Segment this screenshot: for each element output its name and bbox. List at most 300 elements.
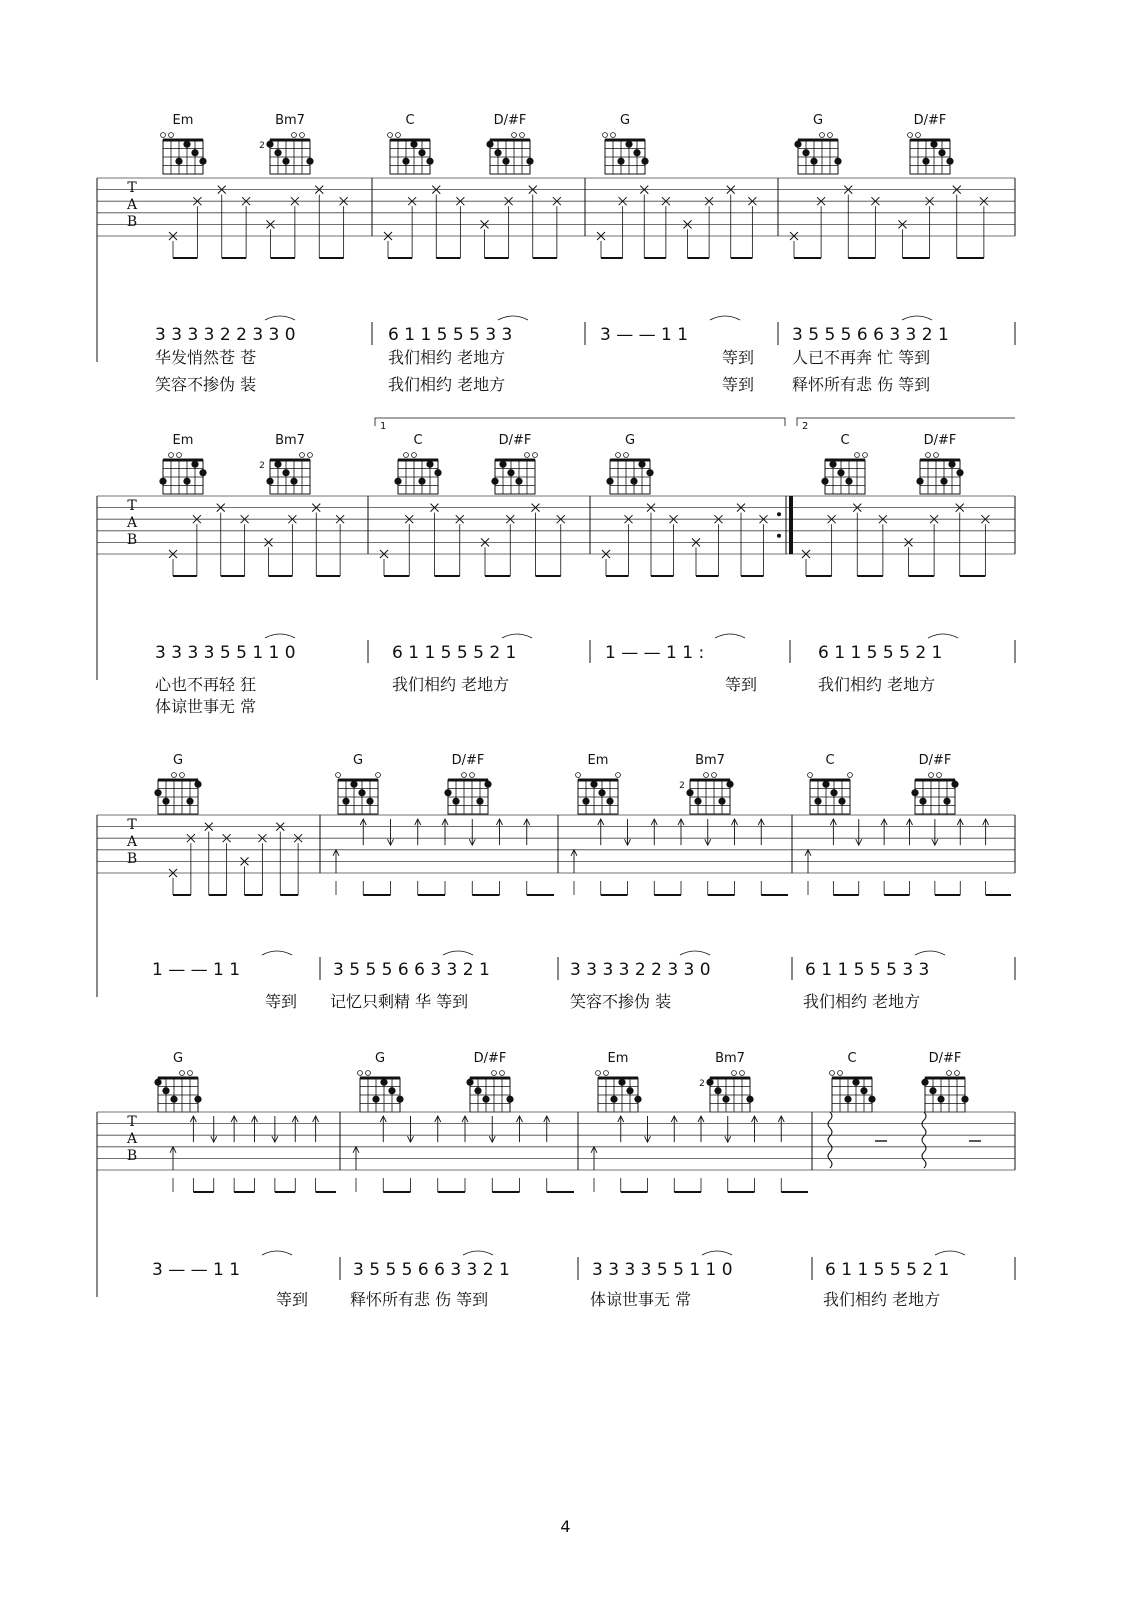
finger-dot [358,789,365,796]
finger-dot [919,798,926,805]
finger-dot [183,478,190,485]
tie-arc [265,316,295,320]
measure [384,186,561,258]
finger-dot [372,1096,379,1103]
finger-dot [921,1079,928,1086]
tie-arc [463,1251,493,1255]
chord-diagram [394,433,441,494]
finger-dot [694,798,701,805]
lyric-line: 华发悄然苍 苍 [155,348,257,367]
open-string-mark [947,1071,952,1076]
tie-arc [715,634,745,638]
chord-diagram [606,433,653,494]
chord-name: Em [172,113,194,128]
open-string-mark [358,1071,363,1076]
finger-dot [162,1087,169,1094]
finger-dot [598,789,605,796]
finger-dot [426,158,433,165]
measure [333,819,554,895]
melody-row [155,316,1015,345]
measure [597,186,756,258]
tie-arc [915,951,945,955]
finger-dot [956,469,963,476]
finger-dot [507,469,514,476]
finger-dot [494,149,501,156]
finger-dot [726,781,733,788]
chord-name: C [840,433,850,448]
open-string-mark [616,453,621,458]
melody-measure: 1 — — 1 1 : [605,643,705,663]
measure [380,504,565,576]
open-string-mark [611,133,616,138]
chord-name: D/#F [473,1051,507,1066]
finger-dot [350,781,357,788]
finger-dot [802,149,809,156]
tab-letter: B [126,532,138,548]
lyric-line: 体谅世事无 常 [155,697,257,716]
finger-dot [837,469,844,476]
measure [805,819,1011,895]
measure [169,504,344,576]
repeat-dot [777,534,781,538]
chord-diagram [911,753,958,814]
open-string-mark [740,1071,745,1076]
melody-measure: 6 1 1 5 5 5 2 1 [818,643,943,663]
open-string-mark [188,1071,193,1076]
open-string-mark [576,773,581,778]
lyric-line: 我们相约 老地方 [388,348,506,367]
finger-dot [714,1087,721,1094]
open-string-mark [180,1071,185,1076]
finger-dot [418,478,425,485]
measure [169,186,348,258]
finger-dot [938,149,945,156]
finger-dot [266,478,273,485]
measure [602,504,768,576]
finger-dot [342,798,349,805]
lyric-line: 等到 [722,348,755,367]
finger-dot [852,1079,859,1086]
tie-arc [935,1251,965,1255]
chord-diagram [794,113,841,174]
tie-arc [443,951,473,955]
finger-dot [526,158,533,165]
chord-name: Bm7 [275,113,305,128]
volta-number-2: 2 [802,421,809,432]
open-string-mark [704,773,709,778]
chord-diagram [336,753,381,814]
arpeggio-mark [828,1112,832,1168]
open-string-mark [470,773,475,778]
chord-name: C [413,433,423,448]
tab-letter: A [126,834,138,850]
chord-fret-number: 2 [699,1079,705,1089]
system-4 [97,1051,1015,1309]
open-string-mark [177,453,182,458]
finger-dot [282,158,289,165]
finger-dot [486,141,493,148]
page-number: 4 [560,1517,571,1536]
finger-dot [426,461,433,468]
finger-dot [191,149,198,156]
finger-dot [821,478,828,485]
tab-letter: T [127,817,137,833]
melody-measure: 6 1 1 5 5 5 2 1 [392,643,517,663]
chord-diagram [916,433,963,494]
chord-name: Bm7 [275,433,305,448]
open-string-mark [937,773,942,778]
finger-dot [617,158,624,165]
open-string-mark [838,1071,843,1076]
finger-dot [282,469,289,476]
finger-dot [810,158,817,165]
finger-dot [948,461,955,468]
finger-dot [290,478,297,485]
lyric-line: 等到 [265,992,298,1011]
lyric-line: 等到 [276,1290,309,1309]
tab-letter: A [126,1131,138,1147]
finger-dot [162,798,169,805]
finger-dot [844,1096,851,1103]
finger-dot [638,461,645,468]
measure [828,1112,981,1168]
tie-arc [702,1251,732,1255]
open-string-mark [512,133,517,138]
open-string-mark [172,773,177,778]
lyrics [276,1290,940,1309]
melody-measure: 1 — — 1 1 [152,960,241,980]
finger-dot [943,798,950,805]
tab-letter: T [127,1114,137,1130]
tab-letter: T [127,180,137,196]
finger-dot [618,1079,625,1086]
chord-name: G [172,1051,184,1066]
open-string-mark [412,453,417,458]
open-string-mark [820,133,825,138]
tab-letter: B [126,1148,138,1164]
measure [353,1116,574,1192]
open-string-mark [863,453,868,458]
open-string-mark [616,773,621,778]
system-2 [97,418,1015,716]
lyric-line: 等到 [725,675,758,694]
finger-dot [718,798,725,805]
chord-diagram [908,113,954,174]
finger-dot [625,141,632,148]
repeat-dot [777,512,781,516]
melody-measure: 3 3 3 3 2 2 3 3 0 [570,960,711,980]
system-1 [97,113,1015,394]
finger-dot [366,798,373,805]
finger-dot [306,158,313,165]
chord-diagram [444,753,491,814]
open-string-mark [603,133,608,138]
open-string-mark [624,453,629,458]
finger-dot [491,478,498,485]
open-string-mark [396,133,401,138]
open-string-mark [292,133,297,138]
chord-fret-number: 2 [679,781,685,791]
lyric-line: 人已不再奔 忙 等到 [792,348,931,367]
finger-dot [484,781,491,788]
lyrics [155,348,930,394]
open-string-mark [376,773,381,778]
open-string-mark [732,1071,737,1076]
melody-measure: 3 — — 1 1 [600,325,689,345]
open-string-mark [830,1071,835,1076]
open-string-mark [929,773,934,778]
lyric-line: 我们相约 老地方 [818,675,936,694]
open-string-mark [934,453,939,458]
finger-dot [274,461,281,468]
open-string-mark [596,1071,601,1076]
chord-name: Em [587,753,609,768]
chord-diagram [466,1051,513,1112]
finger-dot [452,798,459,805]
finger-dot [961,1096,968,1103]
finger-dot [191,461,198,468]
finger-dot [476,798,483,805]
tie-arc [710,316,740,320]
finger-dot [274,149,281,156]
finger-dot [911,789,918,796]
open-string-mark [908,133,913,138]
finger-dot [396,1096,403,1103]
lyric-line: 我们相约 老地方 [388,375,506,394]
chord-name: C [405,113,415,128]
chord-diagram [830,1051,876,1112]
finger-dot [194,1096,201,1103]
chord-diagram [161,113,207,174]
tie-arc [262,951,292,955]
tie-arc [902,316,932,320]
finger-dot [515,478,522,485]
finger-dot [686,789,693,796]
finger-dot [154,789,161,796]
open-string-mark [169,133,174,138]
chord-diagram [259,113,313,174]
chord-name: Em [172,433,194,448]
melody-measure: 3 3 3 3 5 5 1 1 0 [592,1260,733,1280]
finger-dot [170,1096,177,1103]
finger-dot [610,1096,617,1103]
lyric-line: 我们相约 老地方 [803,992,921,1011]
melody-measure: 6 1 1 5 5 5 3 3 [805,960,930,980]
chord-name: C [847,1051,857,1066]
finger-dot [502,158,509,165]
open-string-mark [169,453,174,458]
finger-dot [159,478,166,485]
open-string-mark [161,133,166,138]
chord-name: G [172,753,184,768]
lyric-line: 释怀所有悲 伤 等到 [792,375,931,394]
finger-dot [834,158,841,165]
chord-diagram [679,753,733,814]
tie-arc [502,634,532,638]
melody-row [152,951,1015,980]
chord-name: G [624,433,636,448]
lyric-line: 我们相约 老地方 [392,675,510,694]
open-string-mark [308,453,313,458]
finger-dot [634,1096,641,1103]
finger-dot [186,798,193,805]
chord-name: C [825,753,835,768]
open-string-mark [180,773,185,778]
finger-dot [590,781,597,788]
finger-dot [868,1096,875,1103]
open-string-mark [808,773,813,778]
open-string-mark [388,133,393,138]
melody-measure: 3 — — 1 1 [152,1260,241,1280]
chord-name: D/#F [918,753,952,768]
tab-letter: B [126,214,138,230]
finger-dot [388,1087,395,1094]
finger-dot [845,478,852,485]
finger-dot [434,469,441,476]
tie-arc [262,1251,292,1255]
chord-diagram [603,113,649,174]
tie-arc [498,316,528,320]
open-string-mark [916,133,921,138]
open-string-mark [366,1071,371,1076]
measure [790,186,988,258]
lyric-line: 记忆只剩精 华 等到 [330,992,469,1011]
open-string-mark [533,453,538,458]
chord-diagram [808,753,853,814]
melody-row [152,1251,1015,1280]
tab-letter: T [127,498,137,514]
chord-name: Bm7 [715,1051,745,1066]
open-string-mark [520,133,525,138]
finger-dot [860,1087,867,1094]
finger-dot [474,1087,481,1094]
tie-arc [928,634,958,638]
finger-dot [410,141,417,148]
finger-dot [822,781,829,788]
chord-diagram [821,433,867,494]
melody-measure: 3 5 5 5 6 6 3 3 2 1 [353,1260,510,1280]
open-string-mark [300,133,305,138]
finger-dot [199,469,206,476]
finger-dot [916,478,923,485]
lyric-line: 笑容不掺伪 装 [155,375,257,394]
finger-dot [380,1079,387,1086]
finger-dot [626,1087,633,1094]
lyrics [155,675,935,716]
finger-dot [394,478,401,485]
system-3 [97,753,1015,1011]
melody-measure: 3 3 3 3 2 2 3 3 0 [155,325,296,345]
chord-name: D/#F [923,433,957,448]
chord-fret-number: 2 [259,141,265,151]
open-string-mark [336,773,341,778]
melody-measure: 6 1 1 5 5 5 3 3 [388,325,513,345]
tie-arc [680,951,710,955]
open-string-mark [500,1071,505,1076]
finger-dot [154,1079,161,1086]
chord-diagram [576,753,621,814]
finger-dot [937,1096,944,1103]
melody-row [155,634,1015,663]
chord-diagram [921,1051,968,1112]
finger-dot [830,789,837,796]
finger-dot [814,798,821,805]
chord-diagram [159,433,206,494]
measure [802,504,989,576]
finger-dot [194,781,201,788]
chord-diagram [154,1051,201,1112]
chord-fret-number: 2 [259,461,265,471]
finger-dot [183,141,190,148]
tab-letter: A [126,515,138,531]
finger-dot [641,158,648,165]
finger-dot [794,141,801,148]
chord-name: D/#F [451,753,485,768]
finger-dot [175,158,182,165]
finger-dot [582,798,589,805]
open-string-mark [525,453,530,458]
finger-dot [499,461,506,468]
finger-dot [633,149,640,156]
measure [170,1116,336,1192]
finger-dot [482,1096,489,1103]
finger-dot [722,1096,729,1103]
tab-letter: B [126,851,138,867]
arpeggio-mark [922,1112,926,1168]
tie-arc [265,634,295,638]
finger-dot [706,1079,713,1086]
finger-dot [940,478,947,485]
measure [591,1116,808,1192]
chord-diagram [491,433,537,494]
finger-dot [466,1079,473,1086]
chord-name: G [619,113,631,128]
finger-dot [606,798,613,805]
finger-dot [838,798,845,805]
open-string-mark [492,1071,497,1076]
finger-dot [402,158,409,165]
melody-measure: 6 1 1 5 5 5 2 1 [825,1260,950,1280]
finger-dot [630,478,637,485]
finger-dot [930,141,937,148]
open-string-mark [604,1071,609,1076]
chord-diagram [259,433,312,494]
chord-diagram [358,1051,404,1112]
chord-diagram [154,753,201,814]
open-string-mark [462,773,467,778]
open-string-mark [828,133,833,138]
chord-name: D/#F [498,433,532,448]
chord-name: Em [607,1051,629,1066]
finger-dot [199,158,206,165]
chord-name: G [812,113,824,128]
measure [169,823,302,895]
finger-dot [646,469,653,476]
finger-dot [746,1096,753,1103]
volta-bracket-2 [797,418,1015,426]
chord-diagram [699,1051,753,1112]
volta-bracket-1 [375,418,785,426]
finger-dot [418,149,425,156]
finger-dot [946,158,953,165]
finger-dot [506,1096,513,1103]
chord-name: D/#F [493,113,527,128]
tab-letter: A [126,197,138,213]
chord-diagram [596,1051,642,1112]
finger-dot [929,1087,936,1094]
lyrics [265,992,920,1011]
chord-diagram [486,113,533,174]
